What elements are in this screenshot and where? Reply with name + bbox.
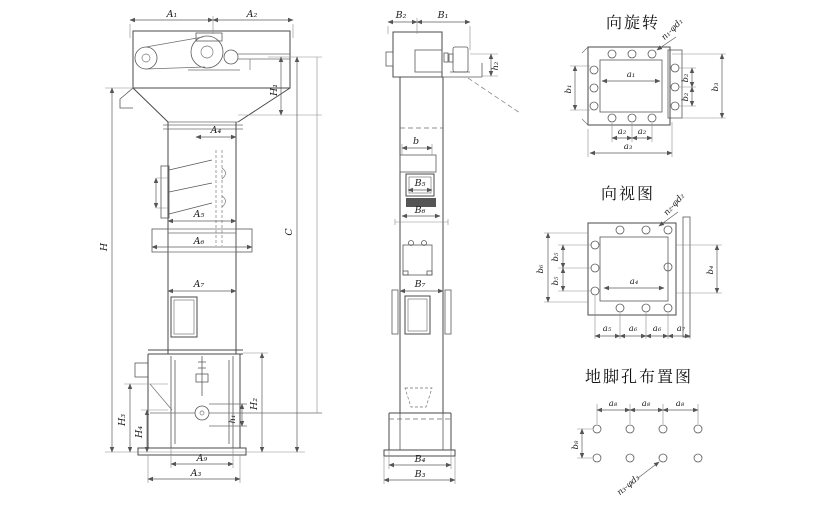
anchor-view-title: 地脚孔布置图	[585, 367, 694, 386]
dim-label-h1-small: h₁	[228, 414, 238, 424]
dim-label-b5-lower: b₅	[551, 276, 561, 286]
dim-label-a3-flange: a₃	[623, 142, 633, 152]
dim-label-A5: A₅	[193, 209, 205, 220]
side-boot-outline	[384, 413, 455, 456]
dim-label-B1: B₁	[437, 10, 449, 21]
dim-label-n1-holes: n₁-φd₁	[659, 16, 686, 43]
front-dimensions	[99, 9, 322, 483]
front-elevation-view	[99, 9, 322, 483]
dim-label-B7: B₇	[414, 279, 426, 290]
front-casing-column	[135, 122, 252, 377]
dim-label-a7-flange: a₇	[676, 324, 686, 334]
dim-label-b8: b₈	[571, 440, 581, 450]
dim-label-a2-right: a₂	[637, 127, 647, 137]
dim-label-A1: A₁	[166, 9, 178, 20]
dim-label-a1-flange: a₁	[626, 70, 636, 80]
dim-label-H2: H₂	[249, 397, 260, 411]
dim-label-a8-3: a₈	[675, 399, 685, 409]
dim-label-b6-flange: b₆	[536, 264, 546, 274]
dim-label-a2-left: a₂	[617, 127, 627, 137]
side-elevation-view	[384, 10, 520, 484]
front-head-outline	[120, 31, 290, 129]
dim-label-a4-flange: a₄	[629, 277, 639, 287]
dim-label-n2-holes: n₂-φd₂	[661, 191, 688, 218]
dim-label-B3: B₃	[414, 469, 426, 480]
dim-label-A2: A₂	[246, 9, 258, 20]
rotation-flange-outline	[582, 47, 682, 125]
rotation-flange-view	[564, 13, 726, 157]
dim-label-b1-flange: b₁	[564, 84, 574, 94]
front-boot-outline	[138, 350, 322, 455]
direction-flange-view	[536, 184, 722, 339]
dim-label-a5-flange: a₅	[602, 324, 612, 334]
dim-label-b5-upper: b₅	[551, 252, 561, 262]
dim-label-A9: A₉	[196, 453, 208, 464]
dim-label-B2: B₂	[395, 10, 407, 21]
direction-flange-dimensions	[536, 233, 722, 339]
side-casing-column	[392, 77, 451, 413]
dim-label-H1: H₁	[269, 83, 280, 97]
dim-label-H: H	[99, 242, 110, 252]
dim-label-A3: A₃	[190, 468, 202, 479]
dim-label-A4: A₄	[210, 125, 222, 136]
side-head-outline	[386, 32, 520, 113]
anchor-dimensions	[571, 399, 698, 498]
dim-label-a6-left: a₆	[628, 324, 638, 334]
dim-label-b4-flange: b₄	[706, 265, 716, 275]
dim-label-a6-right: a₆	[652, 324, 662, 334]
dim-label-B5: B₅	[414, 178, 426, 189]
dim-label-n3-holes: n₃-φd₃	[615, 473, 643, 498]
dim-label-B4: B₄	[414, 454, 426, 465]
dim-label-H4: H₄	[134, 425, 145, 439]
dim-label-C: C	[284, 228, 295, 236]
dim-label-A7: A₇	[193, 279, 205, 290]
rotation-view-title: 向旋转	[605, 13, 661, 32]
dim-label-b3-flange: b₃	[711, 82, 721, 92]
direction-flange-outline	[588, 217, 690, 337]
dim-label-b: b	[412, 136, 420, 147]
dim-label-B6: B₆	[414, 205, 426, 216]
dim-label-H3: H₃	[117, 413, 128, 427]
anchor-hole-pattern	[593, 425, 702, 462]
dim-label-a8-1: a₈	[608, 399, 618, 409]
dim-label-b2-upper: b₂	[681, 73, 691, 83]
anchor-hole-layout-view	[571, 367, 702, 498]
dim-label-a8-2: a₈	[641, 399, 651, 409]
dim-label-A6: A₆	[193, 236, 205, 247]
dim-label-h2-small: h₂	[491, 61, 501, 71]
direction-view-title: 向视图	[600, 184, 656, 203]
dim-label-b2-lower: b₂	[681, 92, 691, 102]
